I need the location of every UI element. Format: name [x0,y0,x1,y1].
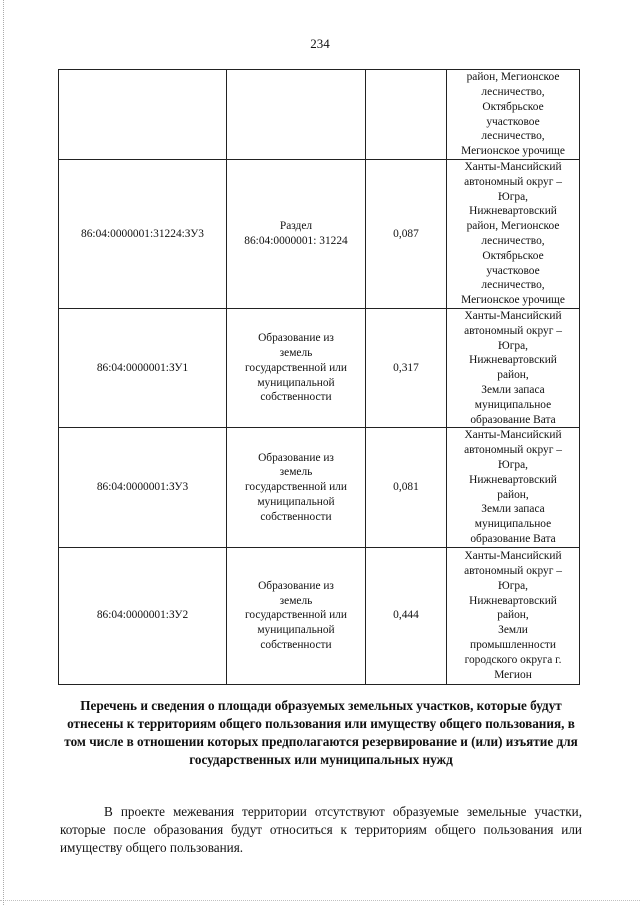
location-line: автономный округ – [464,564,562,577]
cadastral-number-cell: 86:04:0000001:ЗУ1 [59,309,227,428]
area-cell: 0,444 [366,547,447,684]
formation-method-line: земель [279,466,313,479]
location-line: Земли [498,624,528,637]
formation-method-line: муниципальной [257,624,335,637]
formation-method-line: государственной или [245,609,347,622]
area-cell: 0,081 [366,428,447,547]
table-row [59,160,580,309]
location-line: лесничество, [481,130,545,143]
location-line: образование Вата [470,532,556,545]
formation-method-line: муниципальной [257,376,335,389]
formation-method-line: земель [279,594,313,607]
formation-method-line: 86:04:0000001: 31224 [244,235,348,247]
location-line: Октябрьское [482,100,544,113]
table-row [59,547,580,684]
section-heading: Перечень и сведения о площади образуемых земельных участков, которые будут отнесены к территориям общего пользования или имуществу общего пользования, в том числе в отношении которых предполагаются резервирование и (или) изъятие для государственных или муниципальных нужд [64,698,578,767]
location-line: Мегионское урочище [461,145,565,158]
location-line: Нижневартовский [469,473,557,486]
cadastral-number-cell: 86:04:0000001:ЗУ3 [59,428,227,547]
formation-method-cell [227,70,366,160]
location-line: автономный округ – [464,175,562,188]
location-line: Нижневартовский [469,594,557,607]
formation-method-line: Раздел [279,220,313,233]
page-number: 234 [310,36,330,51]
scan-left-edge [3,0,7,905]
cadastral-number-cell: 86:04:0000001:ЗУ2 [59,547,227,684]
location-line: муниципальное [474,518,552,531]
cadastral-number-cell: 86:04:0000001:31224:ЗУ3 [59,160,227,309]
location-line: образование Вата [470,413,556,426]
table-row [59,70,580,160]
table-row [59,428,580,547]
location-line: автономный округ – [464,444,562,457]
location-line: участковое [486,115,540,128]
location-cell [447,309,580,428]
formation-method-line: Образование из [258,332,334,345]
location-line: Ханты-Мансийский [464,310,562,322]
formation-method-cell [227,309,366,428]
location-line: Земли запаса [481,503,545,516]
location-line: промышленности [470,638,556,651]
location-line: Октябрьское [482,249,544,262]
location-line: Мегионское урочище [461,294,565,307]
location-cell [447,160,580,309]
cadastral-number-cell [59,70,227,160]
location-line: Югра, [498,579,528,592]
location-line: автономный округ – [464,324,562,337]
location-line: район, [497,609,529,622]
formation-method-line: собственности [260,510,332,523]
location-line: район, [497,488,529,501]
location-line: муниципальное [474,398,552,411]
scan-bottom-edge [0,898,640,901]
location-line: Ханты-Мансийский [464,161,562,174]
location-line: Нижневартовский [469,205,557,218]
formation-method-line: земель [279,346,313,359]
formation-method-line: собственности [260,391,332,404]
location-line: лесничество, [481,85,545,98]
formation-method-line: государственной или [245,361,347,374]
location-line: лесничество, [481,279,545,292]
table-row [59,309,580,428]
formation-method-cell [227,428,366,547]
formation-method-line: Образование из [258,579,334,592]
formation-method-line: государственной или [245,481,347,494]
location-line: район, Мегионское [466,220,560,233]
formation-method-line: муниципальной [257,495,335,508]
location-line: район, [497,369,529,382]
formation-method-line: собственности [260,638,332,651]
location-line: район, Мегионское [466,71,560,84]
table-body [59,70,580,685]
location-line: городского округа г. [464,653,562,666]
formation-method-cell [227,160,366,309]
location-cell [447,428,580,547]
formation-method-cell [227,547,366,684]
location-line: Ханты-Мансийский [464,429,562,442]
location-line: Нижневартовский [469,354,557,367]
location-line: Земли запаса [481,383,545,396]
formation-method-line: Образование из [258,451,334,464]
land-plots-table [58,69,580,685]
location-line: Мегион [494,668,532,681]
location-line: Ханты-Мансийский [464,550,562,563]
location-line: Югра, [498,190,528,203]
location-line: Югра, [498,339,528,352]
area-cell: 0,317 [366,309,447,428]
location-line: Югра, [498,458,528,471]
section-paragraph: В проекте межевания территории отсутствуют образуемые земельные участки, которые после образования будут относиться к территориям общего пользования или имуществу общего пользования. [60,804,582,855]
location-line: участковое [486,264,540,277]
location-cell [447,70,580,160]
location-cell [447,547,580,684]
area-cell: 0,087 [366,160,447,309]
location-line: лесничество, [481,235,545,247]
area-cell [366,70,447,160]
